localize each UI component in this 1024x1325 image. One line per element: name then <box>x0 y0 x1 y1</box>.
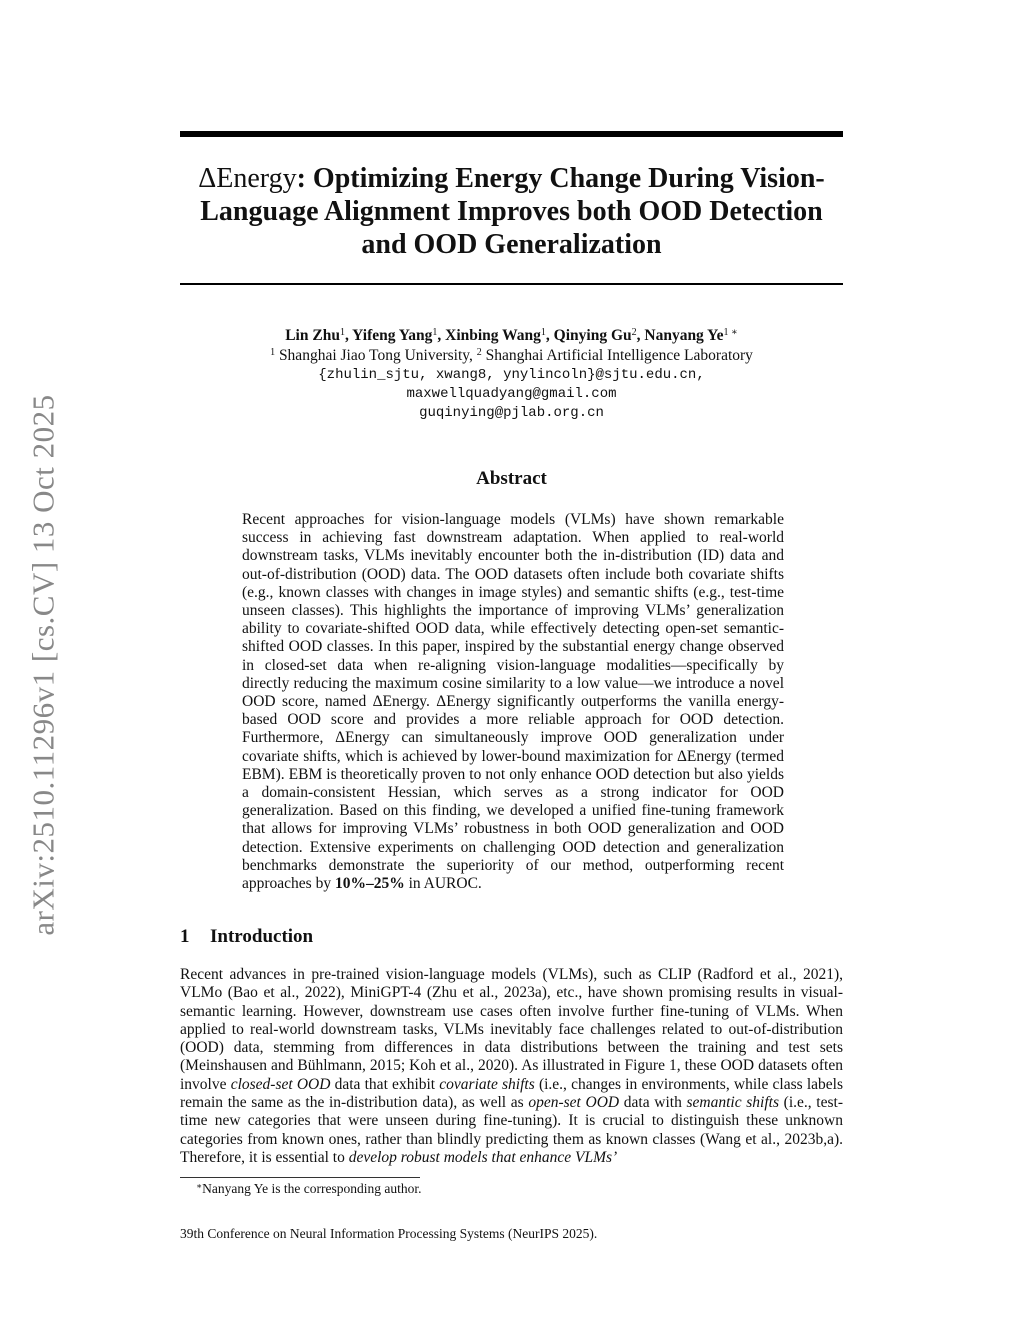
intro-emphasis: closed-set OOD <box>230 1075 331 1093</box>
footnote-text: Nanyang Ye is the corresponding author. <box>202 1181 422 1196</box>
author-name: Xinbing Wang <box>445 327 541 344</box>
intro-emphasis: covariate shifts <box>439 1075 535 1093</box>
arxiv-identifier <box>20 370 68 960</box>
author-affiliation-mark: 1 <box>339 327 345 338</box>
footnote <box>196 1181 421 1197</box>
venue-line: 39th Conference on Neural Information Processing Systems (NeurIPS 2025). <box>180 1226 598 1241</box>
section-title: Introduction <box>210 926 314 947</box>
section-number: 1 <box>180 926 190 947</box>
paper-title <box>180 162 843 261</box>
author-name: Nanyang Ye <box>644 327 724 344</box>
intro-text: (i.e., changes in environments, while class labels remain the same as the in-distribution data), as well as <box>180 1075 843 1112</box>
intro-emphasis: semantic shifts <box>686 1094 779 1112</box>
title-rest: : Optimizing Energy Change During Vision-Language Alignment Improves both OOD Detection and OOD Generalization <box>200 163 825 260</box>
abstract-highlight: 10%–25% <box>334 875 405 893</box>
intro-emphasis: develop robust models that enhance VLMs’ <box>348 1148 618 1166</box>
intro-text: (i.e., test-time new categories that were unseen during fine-tuning). It is crucial to distinguish these unknown categories from known ones, rather than blindly predicting them as known classes (Wang et al., 2023b,a). Therefore, it is essential to <box>180 1094 843 1166</box>
introduction-paragraph <box>180 966 843 1167</box>
section-heading-introduction <box>180 926 313 948</box>
title-top-rule <box>180 131 843 137</box>
author-name: Yifeng Yang <box>352 327 433 344</box>
abstract-text-main: Recent approaches for vision-language models (VLMs) have shown remarkable success in achieving fast downstream adaptation. When applied to real-world downstream tasks, VLMs inevitably encounter both the in-distribution (ID) data and out-of-distribution (OOD) data. The OOD datasets often include both covariate shifts (e.g., known classes with changes in image styles) and semantic shifts (e.g., test-time unseen classes). This highlights the importance of improving VLMs’ generalization ability to covariate-shifted OOD data, while effectively detecting open-set semantic-shifted OOD classes. In this paper, inspired by the substantial energy change observed in closed-set data when re-aligning vision-language modalities—specifically by directly reducing the maximum cosine similarity to a low value—we introduce a novel OOD score, named ΔEnergy. ΔEnergy significantly outperforms the vanilla energy-based OOD score and provides a more reliable approach for OOD detection. Furthermore, ΔEnergy can simultaneously improve OOD generalization under covariate shifts, which is achieved by lower-bound maximization for ΔEnergy (termed EBM). EBM is theoretically proven to not only enhance OOD detection but also yields a domain-consistent Hessian, which serves as a strong indicator for OOD generalization. Based on this finding, we developed a unified fine-tuning framework that allows for improving VLMs’ robustness in both OOD generalization and OOD detection. Extensive experiments on challenging OOD detection and generalization benchmarks demonstrate the superiority of our method, outperforming recent approaches by <box>242 511 784 893</box>
intro-text: Recent advances in pre-trained vision-language models (VLMs), such as CLIP (Radford et al., 2021), VLMo (Bao et al., 2022), MiniGPT-4 (Zhu et al., 2023a), etc., have shown promising results in visual-semantic learning. However, downstream use cases often involve further fine-tuning of VLMs. When applied to real-world downstream tasks, VLMs inevitably face challenges related to out-of-distribution (OOD) data, stemming from differences in data distributions between the training and test sets (Meinshausen and Bühlmann, 2015; Koh et al., 2020). As illustrated in Figure 1, these OOD datasets often involve <box>180 966 843 1093</box>
affiliation-sjtu: Shanghai Jiao Tong University, <box>278 347 473 364</box>
author-affiliation-mark: 1 <box>540 327 546 338</box>
intro-text: data with <box>619 1094 687 1112</box>
email-line: maxwellquadyang@gmail.com <box>406 386 617 402</box>
title-bottom-rule <box>180 283 843 285</box>
intro-text: data that exhibit <box>330 1075 440 1093</box>
abstract-heading: Abstract <box>476 468 547 489</box>
footnote-mark: ∗ <box>196 1181 203 1191</box>
author-names: Lin Zhu$^1$, Yifeng Yang$^1$, Xinbing Wang$^1$, Qinying Gu$^2$, Nanyang $Ye^{1 ∗}$ <box>285 327 738 344</box>
author-name: Lin Zhu <box>285 327 340 344</box>
email-line: guqinying@pjlab.org.cn <box>419 405 604 421</box>
title-delta-energy: ΔEnergy <box>198 163 297 194</box>
email-line: {zhulin_sjtu, xwang8, ynylincoln}@sjtu.edu.cn, <box>318 367 705 383</box>
footnote-rule <box>180 1177 420 1178</box>
affiliations <box>180 346 843 366</box>
author-name: Qinying Gu <box>553 327 632 344</box>
affiliation-mark: 1 <box>270 347 276 358</box>
author-affiliation-mark: 2 <box>631 327 637 338</box>
abstract-text <box>242 511 784 893</box>
arxiv-identifier-text: arXiv:2510.11296v1 [cs.CV] 13 Oct 2025 <box>26 394 61 936</box>
abstract-text-end: in AUROC. <box>404 875 482 893</box>
author-affiliation-mark: 1 <box>432 327 438 338</box>
intro-emphasis: open-set OOD <box>528 1094 620 1112</box>
affiliation-mark: 2 <box>476 347 482 358</box>
author-affiliation-mark: 1 ∗ <box>723 327 738 338</box>
affiliation-shlab: Shanghai Artificial Intelligence Laboratory <box>485 347 753 364</box>
author-block <box>180 326 843 423</box>
